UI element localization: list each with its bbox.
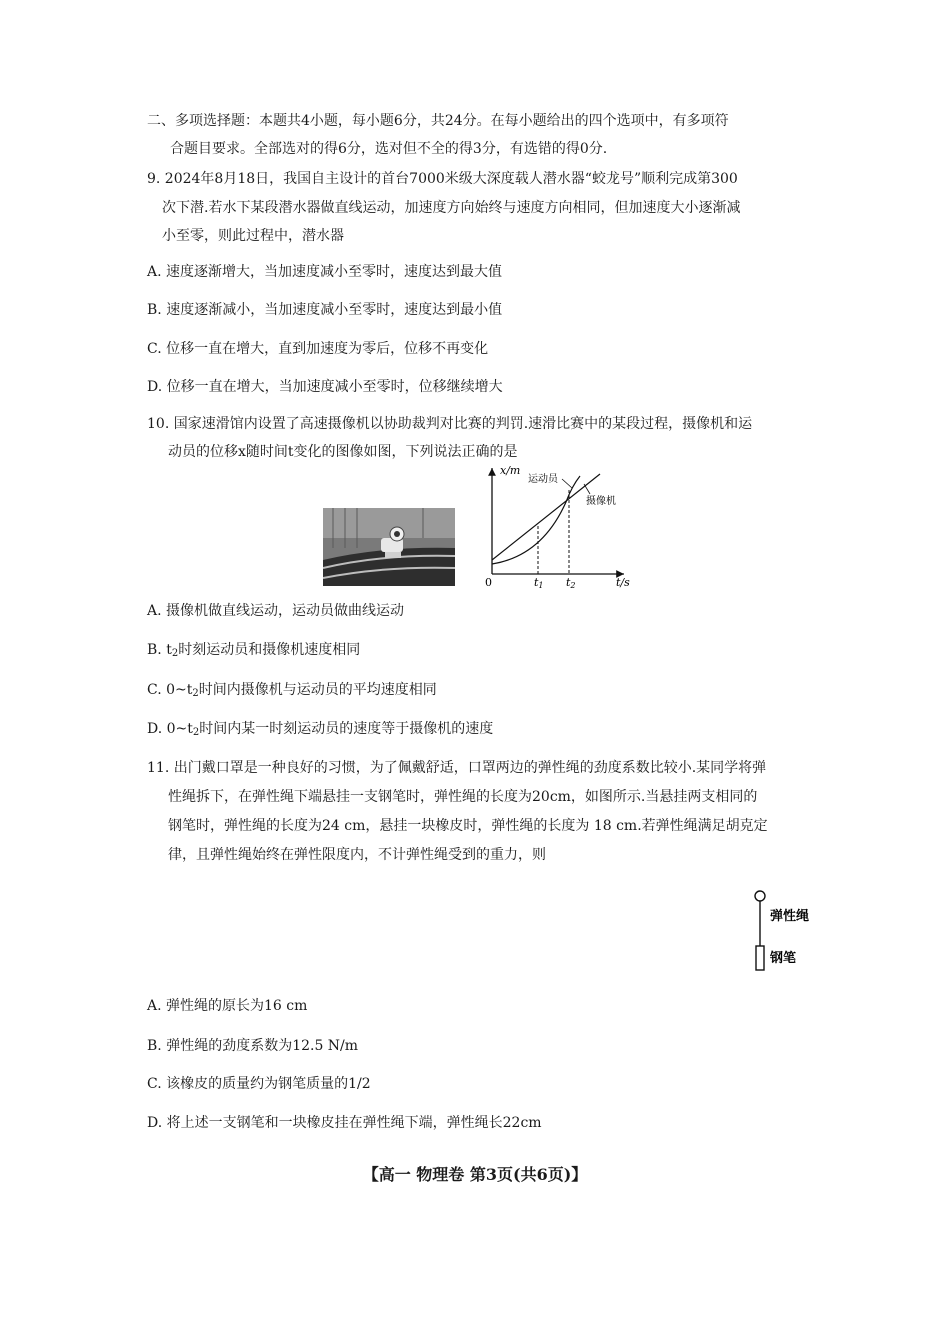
q9-stem-line1: 9. 2024年8月18日，我国自主设计的首台7000米级大深度载人潜水器“蛟龙号”顺利完成第300: [147, 171, 738, 187]
q11-stem-line1: 11. 出门戴口罩是一种良好的习惯，为了佩戴舒适，口罩两边的弹性绳的劲度系数比较小.某同学将弹: [147, 760, 767, 776]
hook-circle: [755, 891, 765, 901]
x-t-graph: [482, 462, 632, 590]
q10-option-a: A. 摄像机做直线运动，运动员做曲线运动: [147, 603, 405, 619]
q11-option-a: A. 弹性绳的原长为16 cm: [147, 998, 308, 1014]
q9-option-b: B. 速度逐渐减小，当加速度减小至零时，速度达到最小值: [147, 302, 503, 318]
x-axis-label: t/s: [616, 576, 630, 589]
q9-option-a: A. 速度逐渐增大，当加速度减小至零时，速度达到最大值: [147, 264, 503, 280]
speed-skating-camera-photo: [323, 508, 455, 586]
elastic-rope-pen-figure: [748, 890, 818, 972]
q11-stem-line3: 钢笔时，弹性绳的长度为24 cm，悬挂一块橡皮时，弹性绳的长度为 18 cm.若弹性绳满足胡克定: [168, 818, 768, 834]
athlete-pointer: [562, 479, 572, 488]
q10-stem-line2: 动员的位移x随时间t变化的图像如图，下列说法正确的是: [168, 444, 518, 460]
page-footer: 【高一 物理卷 第3页(共6页)】: [362, 1165, 588, 1184]
q10-option-c: C. $0\sim t_2$时间内摄像机与运动员的平均速度相同: [147, 682, 437, 699]
camera-line: [492, 474, 600, 560]
q11-option-d: D. 将上述一支钢笔和一块橡皮挂在弹性绳下端，弹性绳长22cm: [147, 1115, 542, 1131]
t2-label: t2: [566, 576, 576, 590]
pen-shape: [756, 946, 764, 970]
q9-stem-line3: 小至零，则此过程中，潜水器: [162, 228, 344, 244]
t1-label: t1: [534, 576, 544, 590]
origin-label: 0: [485, 576, 492, 589]
q9-option-c: C. 位移一直在增大，直到加速度为零后，位移不再变化: [147, 341, 489, 357]
q11-stem-line2: 性绳拆下，在弹性绳下端悬挂一支钢笔时，弹性绳的长度为20cm，如图所示.当悬挂两支相同的: [168, 789, 758, 805]
section-heading-line1: 二、多项选择题：本题共4小题，每小题6分，共24分。在每小题给出的四个选项中，有多项符: [147, 113, 729, 129]
camera-pointer: [584, 484, 590, 494]
y-axis-label: x/m: [500, 464, 521, 477]
q9-option-d: D. 位移一直在增大，当加速度减小至零时，位移继续增大: [147, 379, 503, 395]
q10-option-d: D. $0\sim t_2$时间内某一时刻运动员的速度等于摄像机的速度: [147, 721, 494, 738]
q10-option-b: B. $t_2$时刻运动员和摄像机速度相同: [147, 642, 361, 659]
section-heading-line2: 合题目要求。全部选对的得6分，选对但不全的得3分，有选错的得0分.: [170, 141, 608, 157]
athlete-label: 运动员: [528, 474, 558, 485]
q10-stem-line1: 10. 国家速滑馆内设置了高速摄像机以协助裁判对比赛的判罚.速滑比赛中的某段过程，摄像机和运: [147, 416, 753, 432]
rope-label: 弹性绳: [770, 909, 810, 924]
athlete-curve: [492, 476, 580, 564]
pen-label: 钢笔: [770, 951, 797, 966]
q11-option-c: C. 该橡皮的质量约为钢笔质量的1/2: [147, 1076, 371, 1092]
q9-stem-line2: 次下潜.若水下某段潜水器做直线运动，加速度方向始终与速度方向相同，但加速度大小逐渐减: [162, 200, 741, 216]
q11-stem-line4: 律，且弹性绳始终在弹性限度内，不计弹性绳受到的重力，则: [168, 847, 546, 863]
q11-option-b: B. 弹性绳的劲度系数为12.5 N/m: [147, 1038, 359, 1054]
camera-label: 摄像机: [586, 496, 616, 507]
